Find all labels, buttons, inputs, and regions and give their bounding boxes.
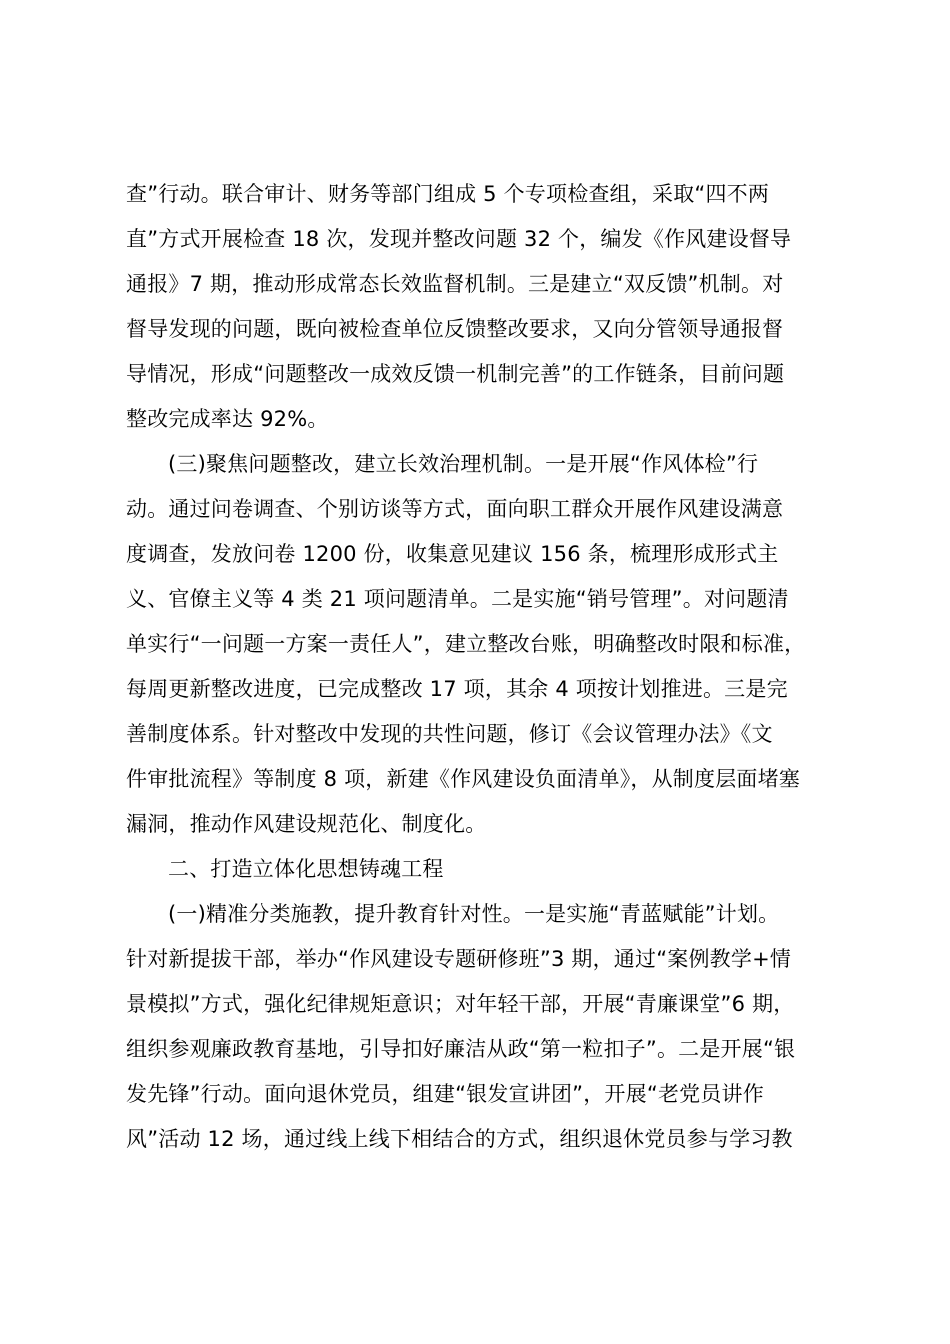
paragraph-line: 组织参观廉政教育基地，引导扣好廉洁从政“第一粒扣子”。二是开展“银 [126, 1037, 796, 1061]
paragraph-line: 通报》7 期，推动形成常态长效监督机制。三是建立“双反馈”机制。对 [126, 272, 784, 296]
paragraph-line: 风”活动 12 场，通过线上线下相结合的方式，组织退休党员参与学习教 [126, 1127, 793, 1151]
paragraph-line: 直”方式开展检查 18 次，发现并整改问题 32 个，编发《作风建设督导 [126, 227, 792, 251]
section-heading: 二、打造立体化思想铸魂工程 [168, 857, 444, 881]
paragraph-line: 漏洞，推动作风建设规范化、制度化。 [126, 812, 487, 836]
paragraph-line: 整改完成率达 92%。 [126, 407, 329, 431]
paragraph-line: 督导发现的问题，既向被检查单位反馈整改要求，又向分管领导通报督 [126, 317, 784, 341]
paragraph-line: 针对新提拔干部，举办“作风建设专题研修班”3 期，通过“案例教学+情 [126, 947, 792, 971]
paragraph-line: (一)精准分类施教，提升教育针对性。一是实施“青蓝赋能”计划。 [168, 902, 780, 926]
paragraph-line: 查”行动。联合审计、财务等部门组成 5 个专项检查组，采取“四不两 [126, 182, 770, 206]
paragraph-line: 件审批流程》等制度 8 项，新建《作风建设负面清单》，从制度层面堵塞 [126, 767, 801, 791]
paragraph-line: 善制度体系。针对整改中发现的共性问题，修订《会议管理办法》《文 [126, 722, 773, 746]
paragraph-line: 度调查，发放问卷 1200 份，收集意见建议 156 条，梳理形成形式主 [126, 542, 779, 566]
paragraph-line: 导情况，形成“问题整改一成效反馈一机制完善”的工作链条，目前问题 [126, 362, 785, 386]
paragraph-line: (三)聚焦问题整改，建立长效治理机制。一是开展“作风体检”行 [168, 452, 759, 476]
paragraph-line: 发先锋”行动。面向退休党员，组建“银发宣讲团”，开展“老党员讲作 [126, 1082, 764, 1106]
paragraph-line: 单实行“一问题一方案一责任人”，建立整改台账，明确整改时限和标准， [126, 632, 806, 656]
paragraph-line: 义、官僚主义等 4 类 21 项问题清单。二是实施“销号管理”。对问题清 [126, 587, 789, 611]
paragraph-line: 动。通过问卷调查、个别访谈等方式，面向职工群众开展作风建设满意 [126, 497, 784, 521]
paragraph-line: 景模拟”方式，强化纪律规矩意识；对年轻干部，开展“青廉课堂”6 期， [126, 992, 795, 1016]
paragraph-line: 每周更新整改进度，已完成整改 17 项，其余 4 项按计划推进。三是完 [126, 677, 788, 701]
